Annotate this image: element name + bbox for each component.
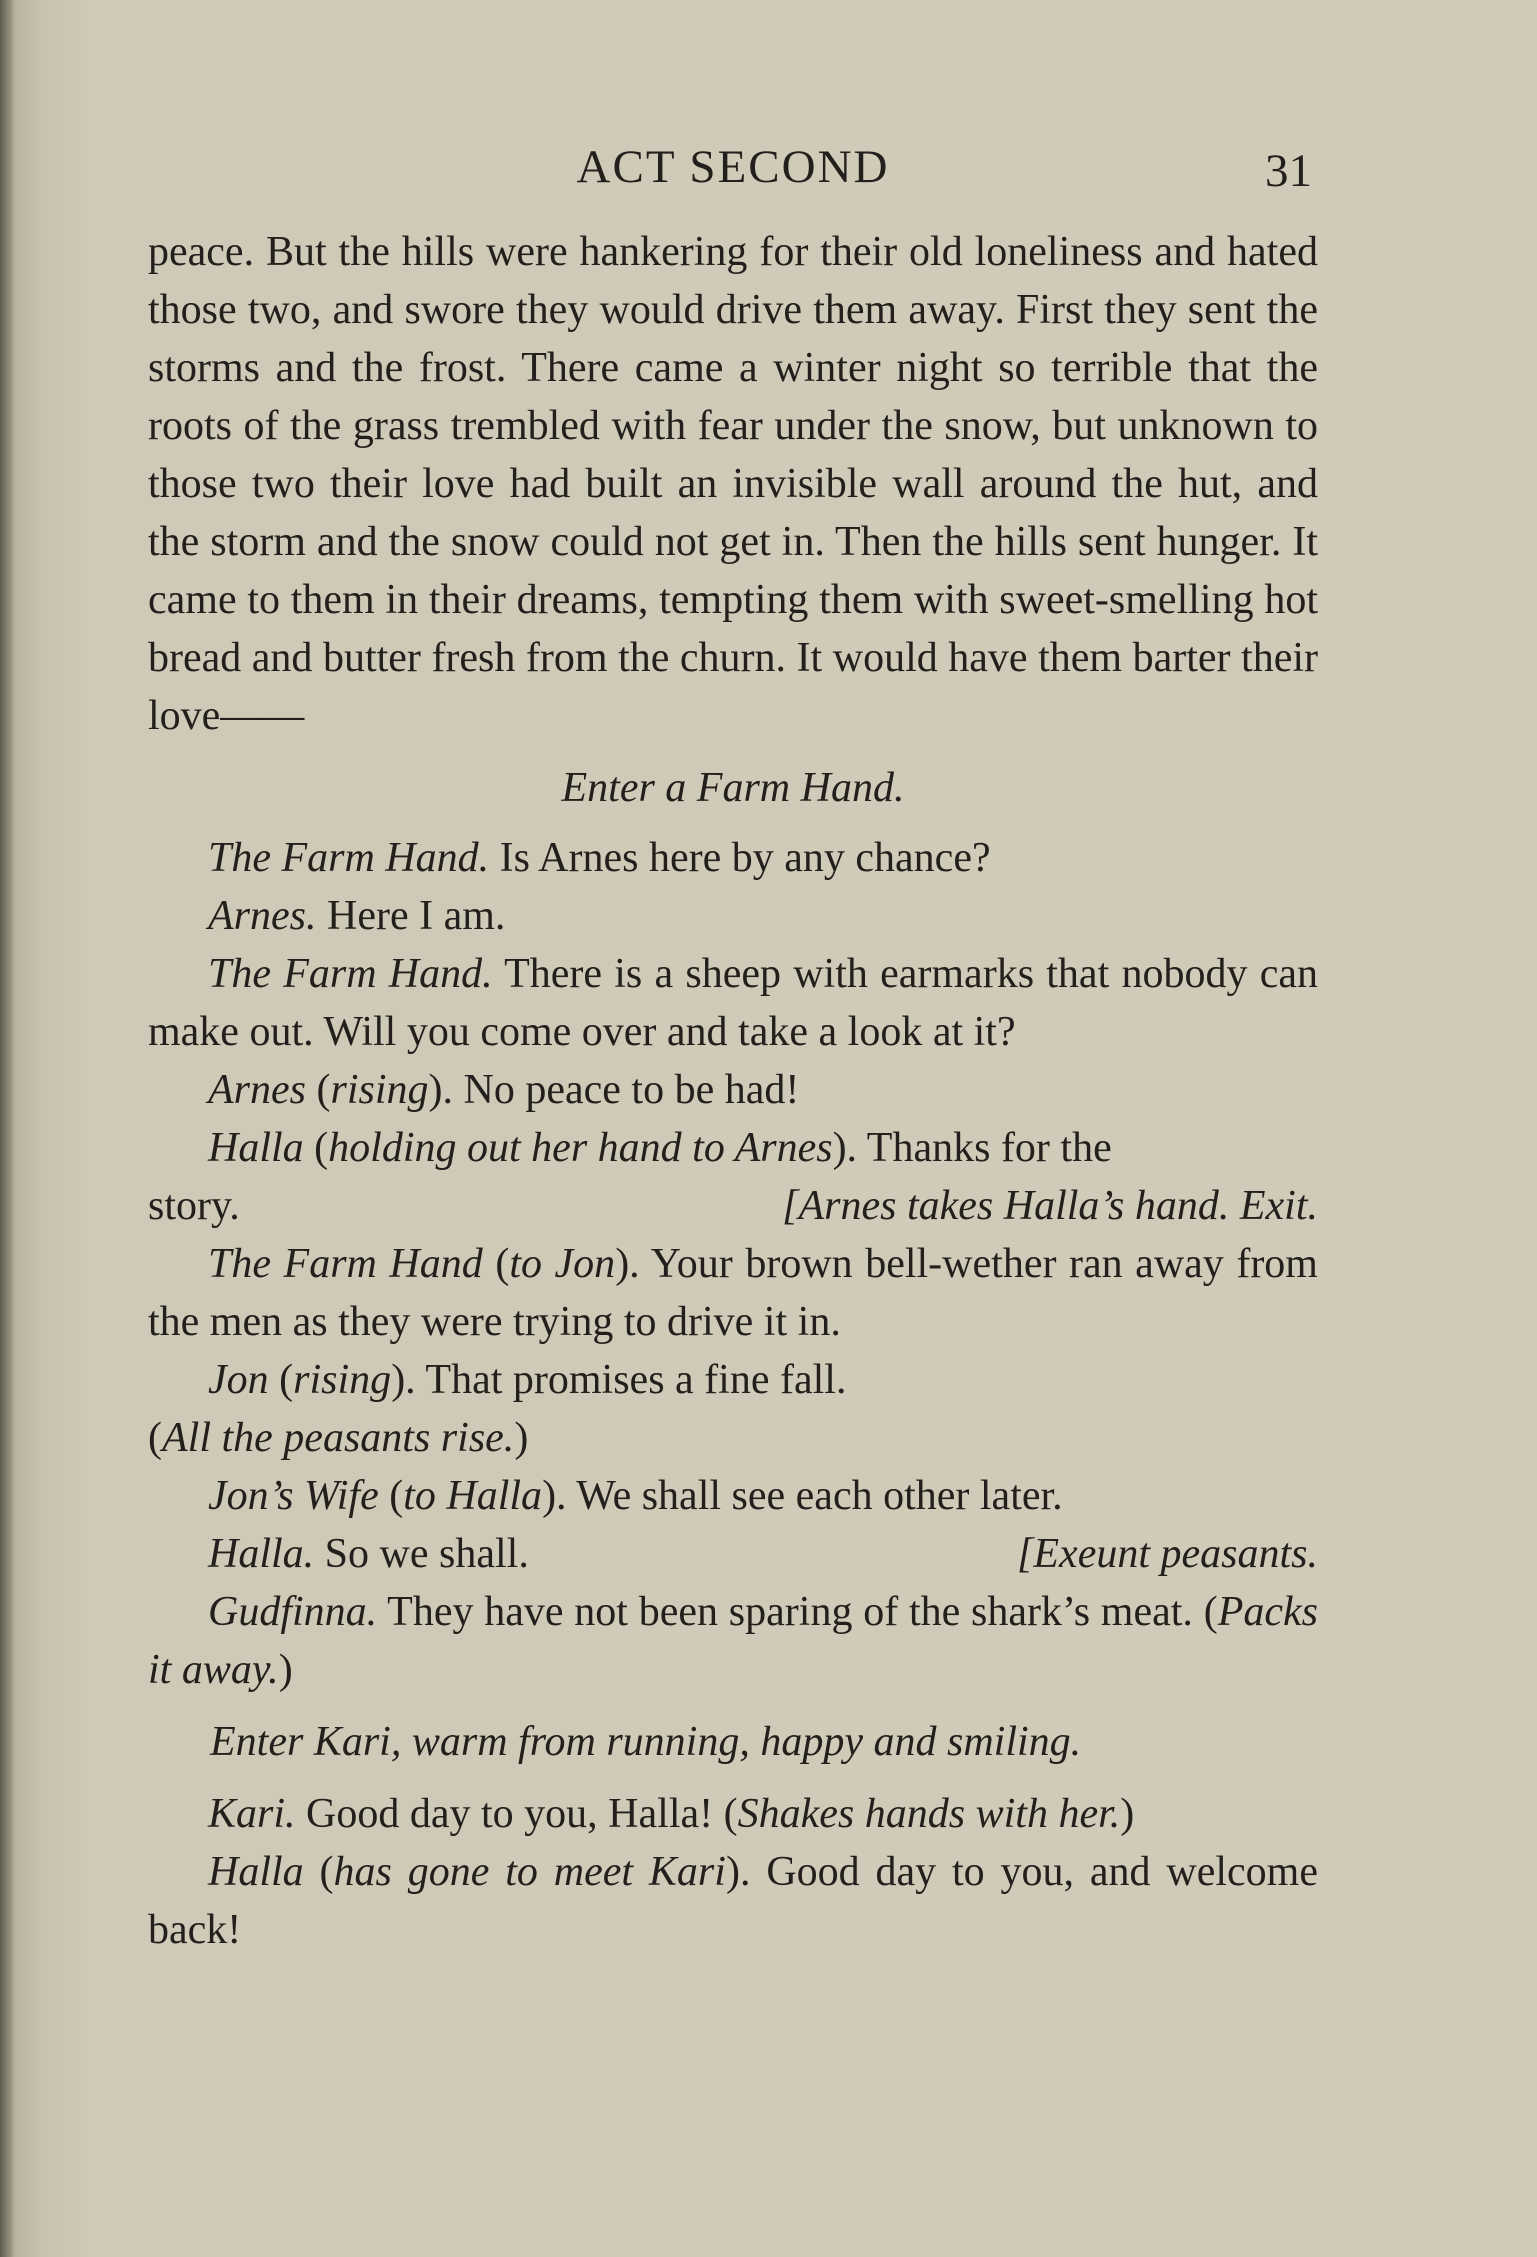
dialogue-text: Good day to you, and welcome back! bbox=[148, 1849, 1318, 1953]
speaker-name: Arnes. bbox=[208, 893, 317, 939]
dialogue-text: Thanks for the bbox=[866, 1125, 1112, 1171]
dialogue-line: The Farm Hand (to Jon). Your brown bell-wether ran away from the men as they were trying to drive it in. bbox=[148, 1241, 1318, 1345]
parenthetical-direction: holding out her hand to Arnes bbox=[328, 1125, 833, 1171]
page-body bbox=[148, 223, 1318, 1959]
dialogue-text: They have not been sparing of the shark’s meat. bbox=[377, 1589, 1204, 1635]
dialogue-line: Kari. Good day to you, Halla! (Shakes hands with her.) bbox=[208, 1791, 1135, 1837]
parenthetical-direction: rising bbox=[330, 1067, 429, 1113]
parenthetical-direction: has gone to meet Kari bbox=[333, 1849, 726, 1895]
page-header bbox=[148, 140, 1318, 200]
dialogue-line-with-exit bbox=[148, 1177, 1318, 1235]
narrative-paragraph: peace. But the hills were hankering for their old loneliness and hated those two, and swore they would drive them away. First they sent the storms and the frost. There came a winter night so terrible that the roots of the grass trembled with fear under the snow, but unknown to those two their love had built an invisible wall around the hut, and the storm and the snow could not get in. Then the hills sent hunger. It came to them in their dreams, tempting them with sweet-smelling hot bread and butter fresh from the churn. It would have them barter their love—— bbox=[148, 229, 1318, 739]
dialogue-line: Arnes (rising). No peace to be had! bbox=[208, 1067, 800, 1113]
page-binding-shadow bbox=[0, 0, 14, 2257]
speaker-name: Halla bbox=[208, 1849, 304, 1895]
dialogue-text: So we shall. bbox=[314, 1531, 529, 1577]
dialogue-line-with-exit bbox=[148, 1525, 1318, 1583]
dialogue-line: Gudfinna. They have not been sparing of the shark’s meat. (Packs it away.) bbox=[148, 1589, 1318, 1693]
speaker-name: The Farm Hand. bbox=[208, 835, 490, 881]
speaker-name: Jon’s Wife bbox=[208, 1473, 379, 1519]
dialogue-line: Halla (has gone to meet Kari). Good day to you, and welcome back! bbox=[148, 1849, 1318, 1953]
parenthetical-direction: to Halla bbox=[403, 1473, 543, 1519]
dialogue-line bbox=[148, 829, 1318, 887]
parenthetical-direction: Shakes hands with her. bbox=[737, 1791, 1121, 1837]
parenthetical-direction: to Jon bbox=[509, 1241, 616, 1287]
speaker-name: Halla. bbox=[208, 1531, 315, 1577]
exit-direction: [Arnes takes Halla’s hand. Exit. bbox=[782, 1183, 1318, 1229]
speaker-name: The Farm Hand. bbox=[208, 951, 493, 997]
speaker-name: The Farm Hand bbox=[208, 1241, 483, 1287]
dialogue-text: Good day to you, Halla! bbox=[295, 1791, 724, 1837]
dialogue-line: Jon (rising). That promises a fine fall. bbox=[208, 1357, 847, 1403]
page-number: 31 bbox=[1265, 145, 1312, 197]
speaker-name: Jon bbox=[208, 1357, 269, 1403]
speaker-name: Arnes bbox=[208, 1067, 306, 1113]
dialogue-text: Your brown bell-wether ran away from the men as they were trying to drive it in. bbox=[148, 1241, 1318, 1345]
dialogue-line: Jon’s Wife (to Halla). We shall see each other later. bbox=[208, 1473, 1063, 1519]
stage-direction-enter-kari: Enter Kari, warm from running, happy and smiling. bbox=[210, 1719, 1082, 1765]
exit-direction: [Exeunt peasants. bbox=[1017, 1531, 1318, 1577]
speaker-name: Kari. bbox=[208, 1791, 296, 1837]
dialogue-text: That promises a fine fall. bbox=[425, 1357, 847, 1403]
stage-direction-enter-farm-hand: Enter a Farm Hand. bbox=[561, 765, 905, 811]
stage-direction-peasants-rise: (All the peasants rise.) bbox=[148, 1415, 529, 1461]
speaker-name: Halla bbox=[208, 1125, 304, 1171]
dialogue-line: Halla (holding out her hand to Arnes). Thanks for the bbox=[208, 1125, 1112, 1171]
dialogue-text: We shall see each other later. bbox=[576, 1473, 1063, 1519]
dialogue-text: No peace to be had! bbox=[463, 1067, 800, 1113]
dialogue-text: story. bbox=[148, 1183, 240, 1229]
parenthetical-direction: rising bbox=[293, 1357, 392, 1403]
dialogue-line bbox=[148, 945, 1318, 1061]
dialogue-line bbox=[148, 887, 1318, 945]
running-head: ACT SECOND bbox=[576, 141, 890, 193]
dialogue-text: Is Arnes here by any chance? bbox=[489, 835, 991, 881]
speaker-name: Gudfinna. bbox=[208, 1589, 378, 1635]
parenthetical-direction: Packs it away. bbox=[148, 1589, 1318, 1693]
dialogue-text: There is a sheep with earmarks that nobody can make out. Will you come over and take a look at it? bbox=[148, 951, 1318, 1055]
dialogue-text: Here I am. bbox=[316, 893, 506, 939]
